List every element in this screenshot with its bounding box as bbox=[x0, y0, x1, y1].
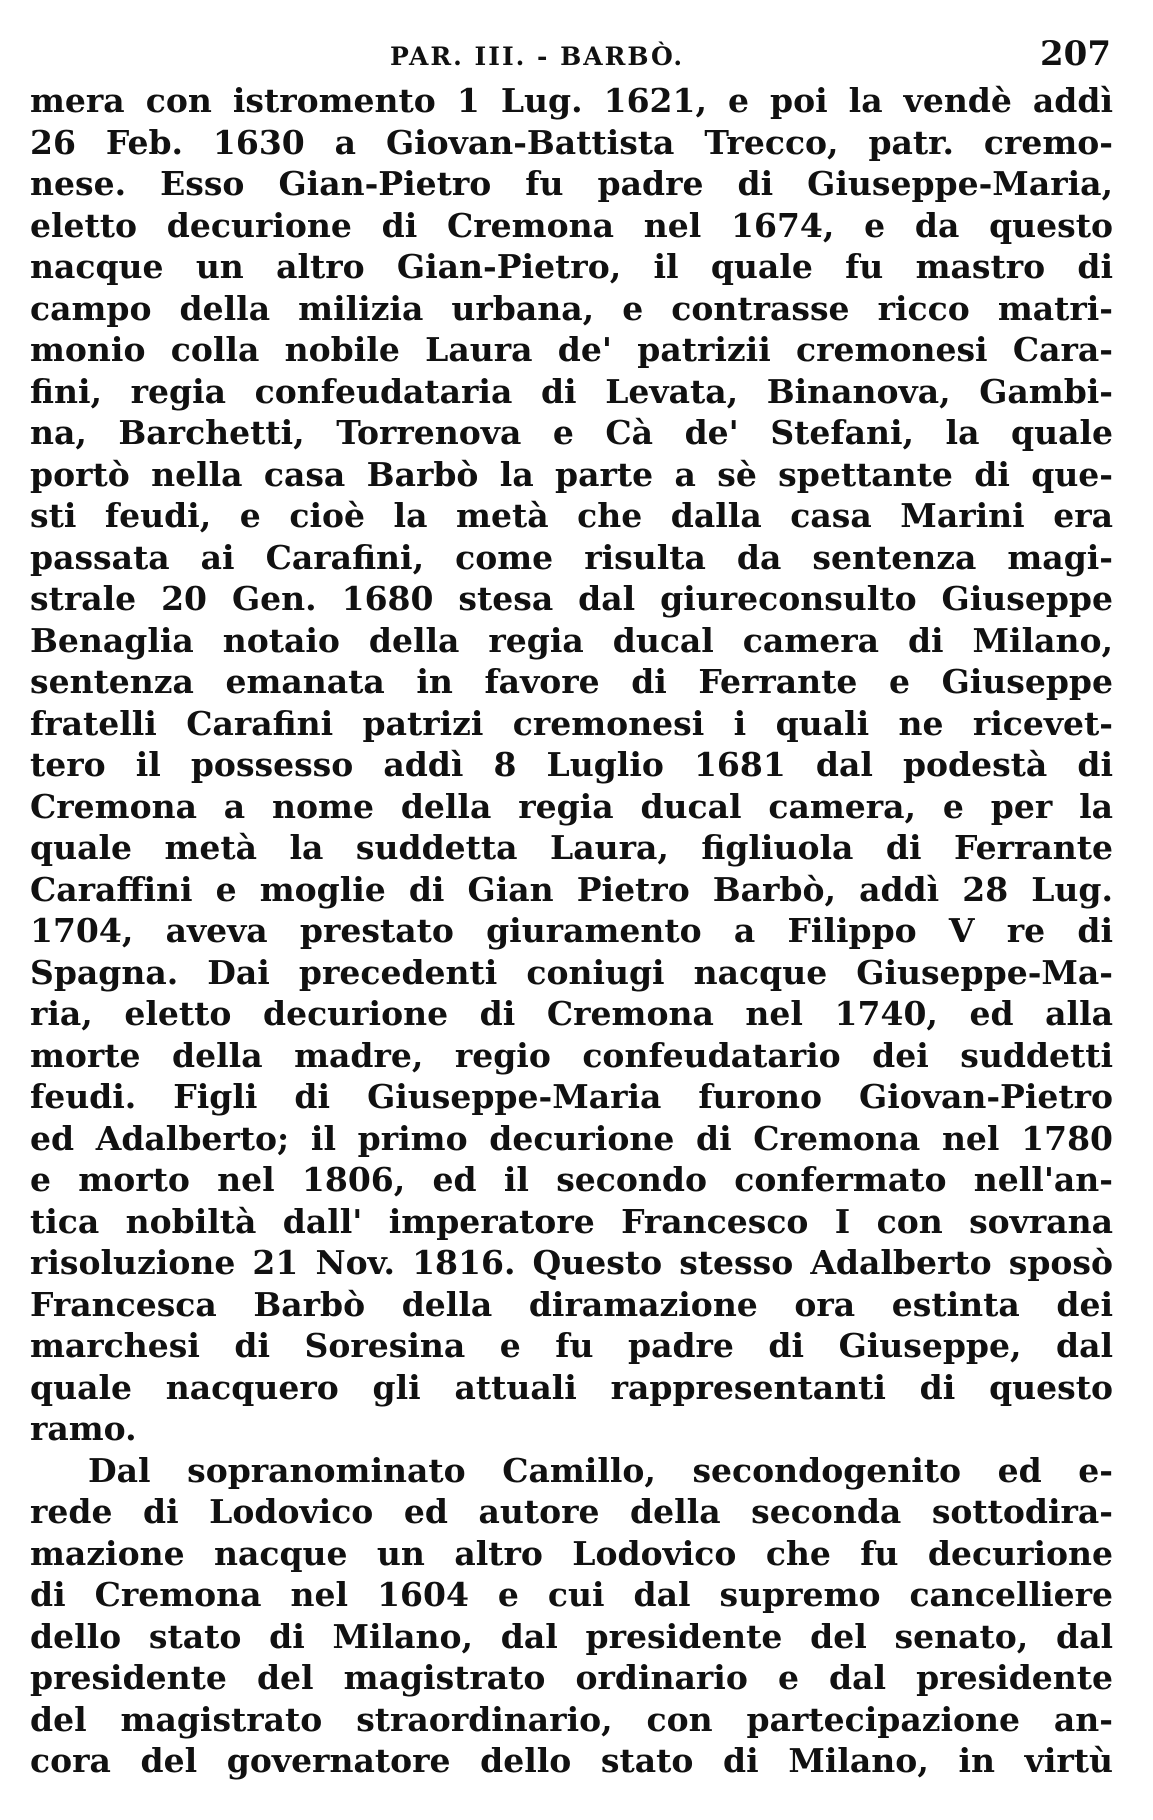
body-text bbox=[30, 80, 1113, 1782]
text-line: ed Adalberto; il primo decurione di Cremona nel 1780 bbox=[30, 1118, 1113, 1158]
text-line: Spagna. Dai precedenti coniugi nacque Giuseppe-Ma- bbox=[30, 952, 1113, 992]
running-head: PAR. III. - BARBÒ. bbox=[390, 42, 685, 71]
page-header bbox=[30, 28, 1113, 80]
text-line: sentenza emanata in favore di Ferrante e Giuseppe bbox=[30, 662, 1113, 701]
text-line: Benaglia notaio della regia ducal camera di Milano, bbox=[30, 620, 1113, 660]
text-line: ria, eletto decurione di Cremona nel 1740, ed alla bbox=[30, 994, 1113, 1033]
text-line: nacque un altro Gian-Pietro, il quale fu mastro di bbox=[30, 247, 1113, 286]
text-line: rede di Lodovico ed autore della seconda sottodira- bbox=[30, 1492, 1113, 1531]
text-line: Cremona a nome della regia ducal camera, e per la bbox=[30, 786, 1113, 826]
text-line: Caraffini e moglie di Gian Pietro Barbò, addì 28 Lug. bbox=[30, 869, 1113, 909]
text-line: Dal sopranominato Camillo, secondogenito ed e- bbox=[88, 1450, 1113, 1490]
text-line: di Cremona nel 1604 e cui dal supremo cancelliere bbox=[30, 1575, 1113, 1614]
text-line: Francesca Barbò della diramazione ora estinta dei bbox=[30, 1284, 1113, 1324]
text-line: marchesi di Soresina e fu padre di Giuseppe, dal bbox=[30, 1326, 1113, 1365]
text-line: nese. Esso Gian-Pietro fu padre di Giuseppe-Maria, bbox=[30, 164, 1113, 203]
text-line: del magistrato straordinario, con partecipazione an- bbox=[30, 1699, 1113, 1739]
text-line: feudi. Figli di Giuseppe-Maria furono Giovan-Pietro bbox=[30, 1077, 1113, 1116]
text-line: passata ai Carafini, come risulta da sentenza magi- bbox=[30, 537, 1113, 577]
text-line: morte della madre, regio confeudatario dei suddetti bbox=[30, 1035, 1113, 1075]
text-line: eletto decurione di Cremona nel 1674, e da questo bbox=[30, 205, 1113, 245]
text-line: cora del governatore dello stato di Milano, in virtù bbox=[30, 1741, 1113, 1780]
text-line: sti feudi, e cioè la metà che dalla casa Marini era bbox=[30, 496, 1113, 535]
text-line: risoluzione 21 Nov. 1816. Questo stesso Adalberto sposò bbox=[30, 1243, 1113, 1282]
text-line: strale 20 Gen. 1680 stesa dal giureconsulto Giuseppe bbox=[30, 579, 1113, 618]
page-number: 207 bbox=[1040, 34, 1111, 74]
text-line: monio colla nobile Laura de' patrizii cremonesi Cara- bbox=[30, 330, 1113, 369]
text-line: mazione nacque un altro Lodovico che fu decurione bbox=[30, 1533, 1113, 1573]
text-line: quale nacquero gli attuali rappresentanti di questo bbox=[30, 1367, 1113, 1407]
text-line: tica nobiltà dall' imperatore Francesco I con sovrana bbox=[30, 1201, 1113, 1241]
text-line: tero il possesso addì 8 Luglio 1681 dal podestà di bbox=[30, 745, 1113, 784]
text-line: fratelli Carafini patrizi cremonesi i quali ne ricevet- bbox=[30, 703, 1113, 743]
text-line: na, Barchetti, Torrenova e Cà de' Stefani, la quale bbox=[30, 413, 1113, 452]
text-line: mera con istromento 1 Lug. 1621, e poi la vendè addì bbox=[30, 81, 1113, 120]
text-line: dello stato di Milano, dal presidente del senato, dal bbox=[30, 1616, 1113, 1656]
text-line: e morto nel 1806, ed il secondo confermato nell'an- bbox=[30, 1160, 1113, 1199]
text-line: fini, regia confeudataria di Levata, Binanova, Gambi- bbox=[30, 371, 1113, 411]
text-line: 26 Feb. 1630 a Giovan-Battista Trecco, patr. cremo- bbox=[30, 122, 1113, 162]
text-line: portò nella casa Barbò la parte a sè spettante di que- bbox=[30, 454, 1113, 494]
text-line: 1704, aveva prestato giuramento a Filippo V re di bbox=[30, 911, 1113, 950]
text-line: quale metà la suddetta Laura, figliuola di Ferrante bbox=[30, 828, 1113, 867]
text-line: presidente del magistrato ordinario e dal presidente bbox=[30, 1658, 1113, 1697]
text-line: ramo. bbox=[30, 1409, 137, 1448]
text-line: campo della milizia urbana, e contrasse ricco matri- bbox=[30, 288, 1113, 328]
